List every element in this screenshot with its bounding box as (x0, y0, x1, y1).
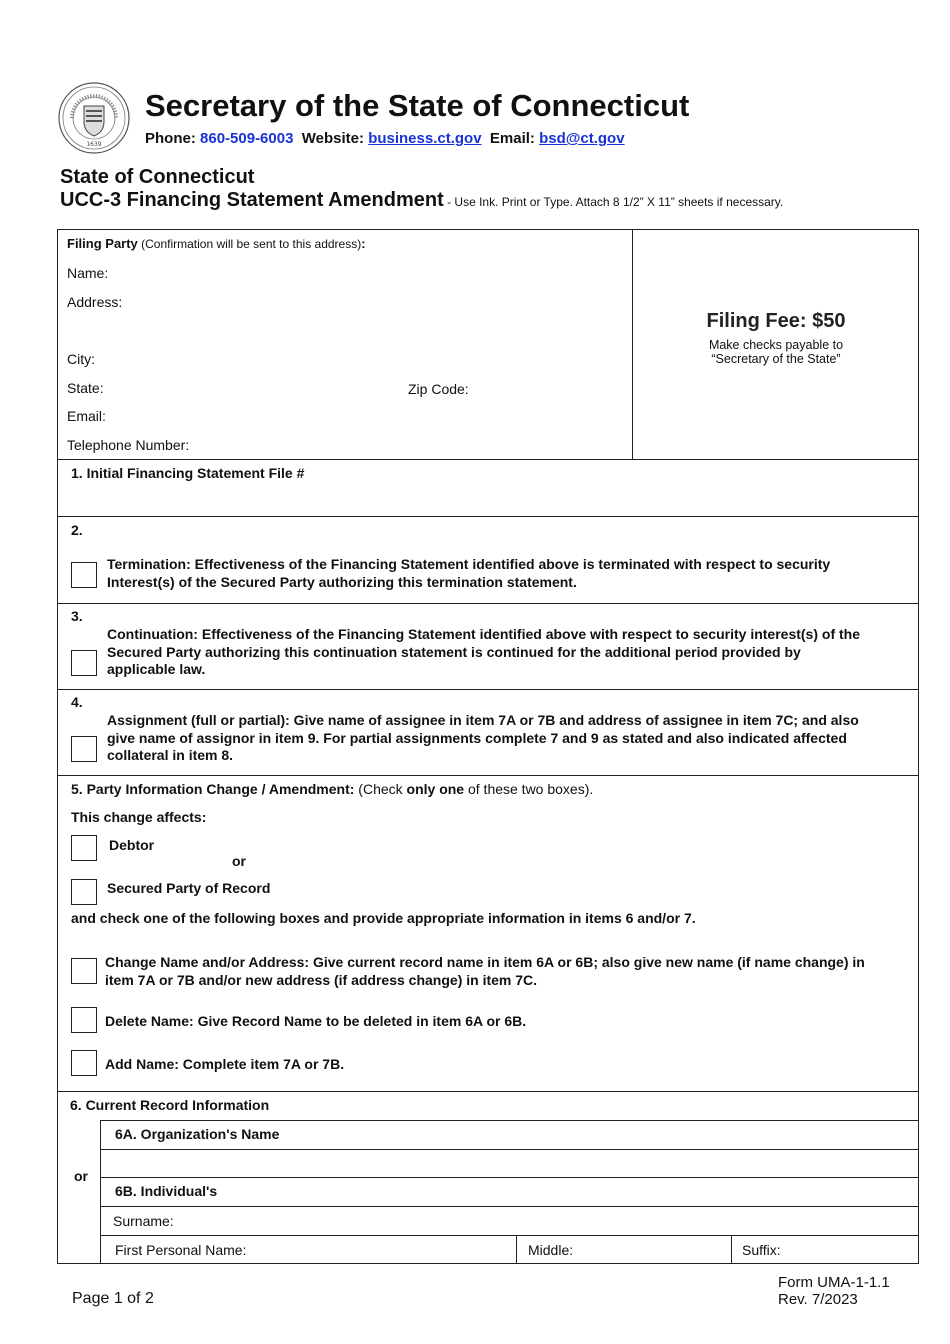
assignment-checkbox[interactable] (71, 736, 97, 762)
and-check-instruction: and check one of the following boxes and provide appropriate information in items 6 and/or 7. (71, 910, 696, 926)
item-1-section (58, 460, 918, 517)
ucc3-form (57, 229, 919, 1264)
email-link[interactable]: bsd@ct.gov (539, 130, 625, 147)
telephone-field[interactable]: Telephone Number: (67, 437, 190, 453)
individual-label: 6B. Individual's (115, 1183, 218, 1199)
delete-name-text: Delete Name: Give Record Name to be deleted in item 6A or 6B. (105, 1013, 527, 1029)
assignment-text: Assignment (full or partial): Give name of assignee in item 7A or 7B and address of assignee in item 7C; and also give name of assignor in item 9. For partial assignments complete 7 and 9 as stated and also indicated affected collateral in item 8. (107, 712, 859, 763)
or-label: or (232, 853, 246, 869)
page-title: Secretary of the State of Connecticut (145, 88, 690, 123)
email-field[interactable]: Email: (67, 408, 106, 424)
change-name-checkbox[interactable] (71, 958, 97, 984)
form-name: UCC-3 Financing Statement Amendment (60, 189, 444, 211)
item-5-section (58, 776, 918, 1092)
delete-name-checkbox[interactable] (71, 1007, 97, 1033)
filing-fee-box (633, 310, 919, 366)
secured-party-label: Secured Party of Record (107, 880, 271, 896)
org-name-input[interactable] (101, 1150, 918, 1176)
name-field[interactable]: Name: (67, 265, 109, 281)
first-name-field[interactable]: First Personal Name: (115, 1242, 247, 1258)
form-instructions: - Use Ink. Print or Type. Attach 8 1/2” X 11” sheets if necessary. (443, 195, 784, 209)
phone-label: Phone: (145, 130, 196, 147)
suffix-field[interactable]: Suffix: (742, 1242, 781, 1258)
form-subtitle (60, 189, 783, 212)
continuation-text: Continuation: Effectiveness of the Financing Statement identified above with respect to security interest(s) of the Secured Party authorizing this continuation statement is continued for the additional period provided by applicable law. (107, 626, 860, 677)
form-id (778, 1274, 890, 1308)
fee-payable-line1: Make checks payable to (708, 338, 844, 352)
filing-fee: Filing Fee: $50 (706, 310, 846, 332)
termination-text: Termination: Effectiveness of the Financing Statement identified above is terminated with respect to security Interest(s) of the Secured Party authorizing this termination statement. (107, 556, 831, 590)
change-name-text: Change Name and/or Address: Give current record name in item 6A or 6B; also give new name (if name change) in item 7A or 7B and/or new address (if address change) in item 7C. (105, 954, 865, 988)
middle-name-field[interactable]: Middle: (528, 1242, 574, 1258)
item-4-number: 4. (71, 694, 83, 710)
filing-party-title: Filing Party (Confirmation will be sent to this address): (67, 236, 366, 251)
debtor-label: Debtor (109, 837, 155, 853)
state-seal (58, 82, 130, 154)
website-label: Website: (301, 130, 365, 147)
item-5-title: 5. Party Information Change / Amendment: (Check only one of these two boxes). (71, 781, 594, 797)
item-6-section (58, 1092, 918, 1264)
item-4-section (58, 690, 918, 776)
email-label: Email: (489, 130, 535, 147)
item-2-number: 2. (71, 522, 83, 538)
file-number-field[interactable]: 1. Initial Financing Statement File # (71, 465, 305, 481)
phone-number: 860-509-6003 (200, 130, 294, 147)
item-3-section (58, 604, 918, 690)
city-field[interactable]: City: (67, 351, 95, 367)
change-affects-label: This change affects: (71, 809, 207, 825)
website-link[interactable]: business.ct.gov (368, 130, 482, 147)
item-3-number: 3. (71, 608, 83, 624)
zip-field[interactable]: Zip Code: (408, 381, 469, 397)
item-2-section (58, 517, 918, 604)
continuation-checkbox[interactable] (71, 650, 97, 676)
contact-line (145, 130, 625, 147)
org-name-label: 6A. Organization's Name (115, 1126, 280, 1142)
item-6-or-label: or (74, 1168, 88, 1184)
form-revision: Rev. 7/2023 (778, 1291, 858, 1308)
page-number: Page 1 of 2 (72, 1290, 154, 1307)
secured-party-checkbox[interactable] (71, 879, 97, 905)
add-name-text: Add Name: Complete item 7A or 7B. (105, 1056, 345, 1072)
state-subtitle: State of Connecticut (60, 166, 255, 188)
address-field[interactable]: Address: (67, 294, 123, 310)
filing-party-section (58, 230, 918, 460)
surname-field[interactable]: Surname: (113, 1213, 174, 1229)
item-6-title: 6. Current Record Information (70, 1097, 270, 1113)
debtor-checkbox[interactable] (71, 835, 97, 861)
svg-text:1639: 1639 (86, 141, 102, 148)
fee-payable-line2: “Secretary of the State” (711, 352, 841, 366)
termination-checkbox[interactable] (71, 562, 97, 588)
add-name-checkbox[interactable] (71, 1050, 97, 1076)
state-field[interactable]: State: (67, 380, 104, 396)
form-number: Form UMA-1-1.1 (778, 1274, 890, 1291)
